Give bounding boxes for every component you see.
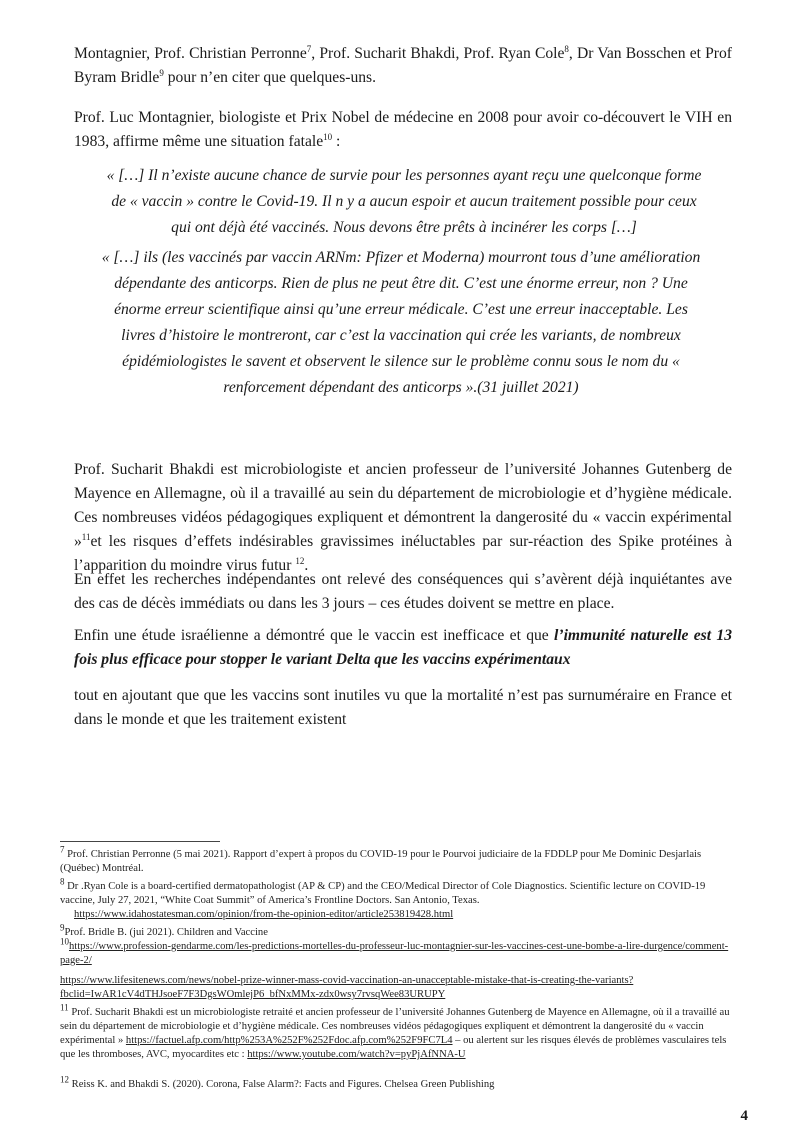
text: Prof. Luc Montagnier, biologiste et Prix Nobel de médecine en 2008 pour avoir co-découvert le VIH en 1983, affirme même une situation fatale <box>74 109 732 150</box>
footnote-separator <box>60 841 220 842</box>
footnote-10-link-2[interactable]: https://www.lifesitenews.com/news/nobel-prize-winner-mass-covid-vaccination-an-unacceptable-mistake-that-is-creating-the-variants?fbclid=IwAR1cV4dTHJsoeF7F3DgsWOmlejP6_bfNxMMx-zdx0wsy7rvsqWee83URUPY <box>60 975 634 1000</box>
text: pour n’en citer que quelques-uns. <box>163 69 377 86</box>
footnote-10-link-1[interactable]: https://www.profession-gendarme.com/les-predictions-mortelles-du-professeur-luc-montagnier-sur-les-vaccines-cest-une-bombe-a-lire-durgence/comment-page-2/ <box>60 941 729 966</box>
footnote-11-link-1[interactable]: https://factuel.afp.com/http%253A%252F%252Fdoc.afp.com%252F9FC7L4 <box>125 1035 453 1046</box>
text: Dr .Ryan Cole is a board-certified dermatopathologist (AP & CP) and the CEO/Medical Director of Cole Diagnostics. Scientific lecture on COVID-19 vaccine, July 27, 2021, “White Coat Summit” of America’s Frontline Doctors. San Antonio, Texas. <box>60 881 706 906</box>
footnote-11 <box>60 1002 736 1062</box>
footnote-number: 11 <box>60 1002 69 1013</box>
text: et les risques d’effets indésirables gravissimes inéluctables par sur-réaction des Spike protéines à l’apparition du moindre virus futur <box>74 533 732 574</box>
paragraph-conclusion: tout en ajoutant que que les vaccins sont inutiles vu que la mortalité n’est pas surnuméraire en France et dans le monde et que les traitement existent <box>74 687 732 728</box>
emphasis-natural-immunity: l’immunité naturelle est 13 fois plus efficace pour stopper le variant Delta que les vaccins expérimentaux <box>74 627 732 668</box>
text: Prof. Bridle B. (jui 2021). Children and Vaccine <box>64 927 268 938</box>
footnote-number: 7 <box>60 844 65 855</box>
paragraph-montagnier <box>74 106 732 154</box>
paragraph-doctors-list <box>74 42 732 90</box>
text: Prof. Christian Perronne (5 mai 2021). Rapport d’expert à propos du COVID-19 pour le Pourvoi judiciaire de la FDDLP pour Me Dominic Desjarlais (Québec) Montréal. <box>60 849 702 874</box>
quote-montagnier-1: « […] Il n’existe aucune chance de survie pour les personnes ayant reçu une quelconque forme de « vaccin » contre le Covid-19. Il n y a aucun espoir et aucun traitement possible pour ceux qui ont déjà été vaccinés. Nous devons être prêts à incinérer les corps […] <box>106 167 702 236</box>
footnote-7 <box>60 844 736 876</box>
footnote-10-second-link <box>60 974 736 1002</box>
text: Montagnier, Prof. Christian Perronne <box>74 45 307 62</box>
footnote-8-link[interactable]: https://www.idahostatesman.com/opinion/from-the-opinion-editor/article253819428.html <box>74 909 454 920</box>
footnote-12 <box>60 1074 736 1092</box>
text: , Prof. Sucharit Bhakdi, Prof. Ryan Cole <box>311 45 565 62</box>
text: Enfin une étude israélienne a démontré que le vaccin est inefficace et que <box>74 627 555 644</box>
footnote-ref-10[interactable]: 10 <box>323 131 333 142</box>
footnote-10 <box>60 936 736 968</box>
footnote-ref-11[interactable]: 11 <box>81 531 91 542</box>
footnote-number: 12 <box>60 1074 69 1085</box>
text: , Dr Van Bosschen et Prof Byram Bridle <box>74 45 732 86</box>
paragraph-research: En effet les recherches indépendantes ont relevé des conséquences qui s’avèrent déjà inquiétantes ave des cas de décès immédiats ou dans les 3 jours – ces études doivent se mettre en place. <box>74 571 732 612</box>
footnote-number: 10 <box>60 936 69 947</box>
footnote-ref-7[interactable]: 7 <box>306 43 312 54</box>
text: Prof. Sucharit Bhakdi est un microbiologiste retraité et ancien professeur de l’université Johannes Gutenberg de Mayence en Allemagne, où il a travaillé au sein du département de microbiologie et d’hygiène médicale. Ces nombreuses vidéos pédagogiques expliquent et démontrent la dangerosité du « vaccin expérimental » <box>60 1007 730 1046</box>
footnote-11-link-2[interactable]: https://www.youtube.com/watch?v=pyPjAfNNA-U <box>247 1049 466 1060</box>
footnote-ref-8[interactable]: 8 <box>564 43 569 54</box>
footnote-9 <box>60 922 736 940</box>
footnote-ref-12[interactable]: 12 <box>295 555 305 566</box>
text: – ou alertent sur les risques élevés de problèmes vasculaires tels que les thromboses, AVC, myocardites etc : <box>60 1035 727 1060</box>
quote-montagnier-2: « […] ils (les vaccinés par vaccin ARNm: Pfizer et Moderna) mourront tous d’une amélioration dépendante des anticorps. Rien de plus ne peut être dit. C’est une énorme erreur, non ? Une énorme erreur scientifique ainsi qu’une erreur médicale. C’est une erreur inacceptable. Les livres d’histoire le montreront, car c’est la vaccination qui crée les variants, de nombreux épidémiologistes le savent et observent le silence sur le problème connu sous le nom du « renforcement dépendant des anticorps ».(31 juillet 2021) <box>101 249 701 396</box>
text: . <box>304 557 309 574</box>
text: Reiss K. and Bhakdi S. (2020). Corona, False Alarm?: Facts and Figures. Chelsea Green Publishing <box>69 1079 495 1090</box>
footnote-number: 8 <box>60 876 65 887</box>
text: : <box>332 133 341 150</box>
page-number: 4 <box>740 1108 748 1124</box>
footnote-8 <box>60 876 736 922</box>
paragraph-bhakdi <box>74 458 732 578</box>
footnote-number: 9 <box>60 922 65 933</box>
text: Prof. Sucharit Bhakdi est microbiologiste et ancien professeur de l’université Johannes Gutenberg de Mayence en Allemagne, où il a travaillé au sein du département de microbiologie et d’hygiène médicale. Ces nombreuses vidéos pédagogiques expliquent et démontrent la dangerosité du « vaccin expérimental » <box>74 461 732 550</box>
footnote-ref-9[interactable]: 9 <box>159 67 164 78</box>
paragraph-israeli-study <box>74 624 732 672</box>
